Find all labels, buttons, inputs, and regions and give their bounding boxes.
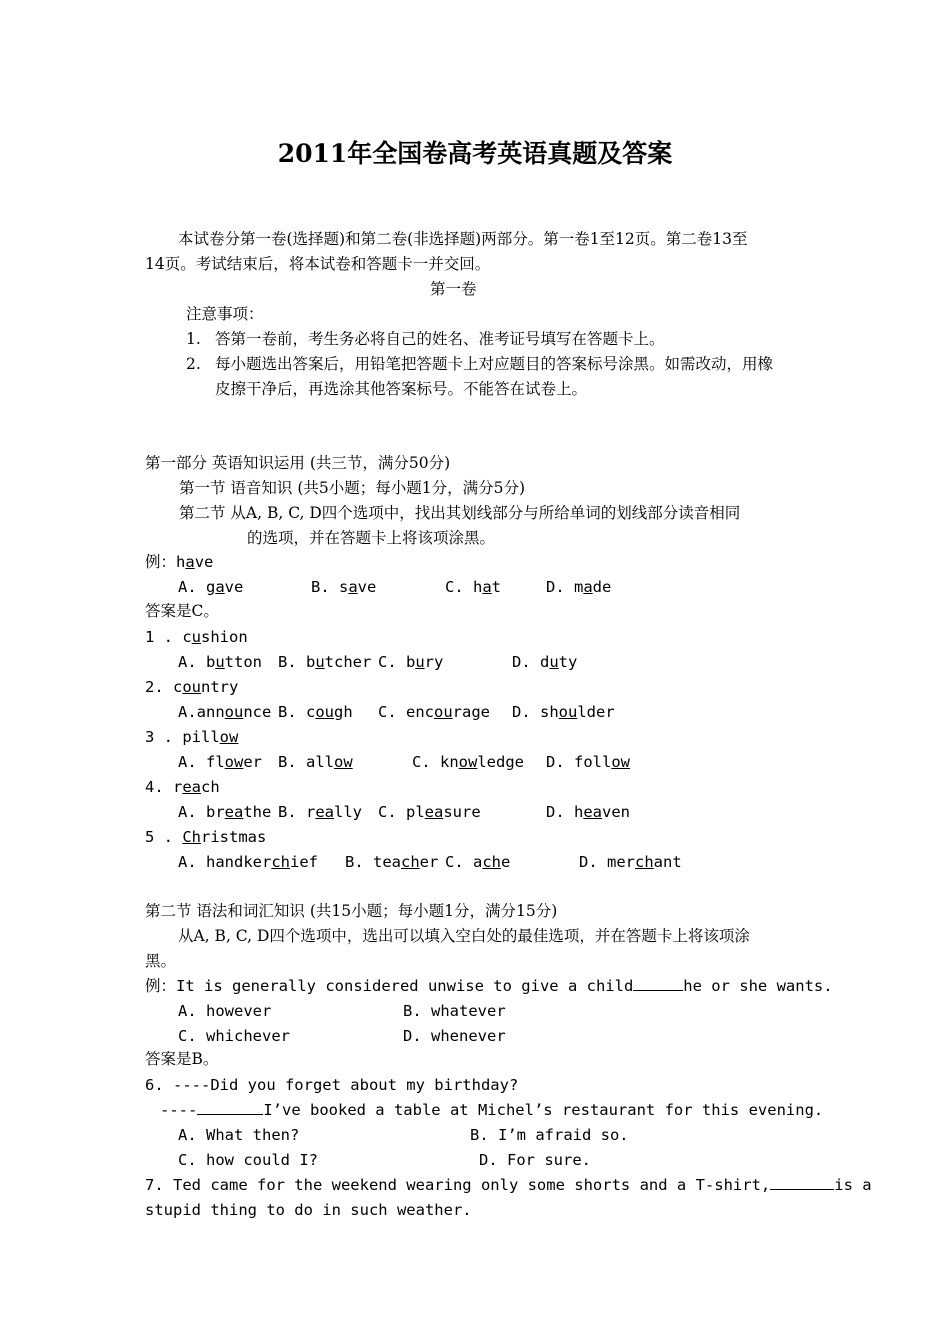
question-5	[145, 827, 266, 847]
option-text: D. sh	[512, 703, 559, 721]
word-part: ve	[194, 553, 214, 571]
underlined-part: ow	[219, 728, 239, 746]
option-text: C. enc	[378, 703, 434, 721]
option-text: t	[491, 578, 502, 596]
option-row	[178, 802, 271, 822]
option-row	[512, 702, 615, 722]
notice-heading: 注意事项：	[186, 305, 264, 323]
underlined-part: a	[482, 578, 492, 596]
word-part: pill	[182, 728, 220, 746]
option-text: B. s	[311, 578, 349, 596]
option-text: C. b	[378, 653, 416, 671]
option-text: C. h	[445, 578, 483, 596]
underlined-part: ow	[334, 753, 353, 771]
notice-2-text-a: 每小题选出答案后，用铅笔把答题卡上对应题目的答案标号涂黑。如需改动，用橡	[215, 355, 774, 373]
option-text: A.ann	[178, 703, 225, 721]
option-text: B. b	[278, 653, 316, 671]
underlined-part: a	[348, 578, 358, 596]
option-text: rage	[452, 703, 490, 721]
option-text: A. b	[178, 653, 216, 671]
underlined-part: ch	[482, 853, 501, 871]
question-number: 3 .	[145, 728, 183, 746]
underlined-part: ou	[315, 703, 334, 721]
option-row	[178, 577, 243, 597]
option-text: B. whatever	[403, 1002, 506, 1020]
option-row	[378, 652, 443, 672]
option-text: A. br	[178, 803, 225, 821]
underlined-part: ch	[271, 853, 290, 871]
underlined-part: ch	[401, 853, 420, 871]
question-number: 5 .	[145, 828, 183, 846]
notice-2-text-b: 皮擦干净后，再选涂其他答案标号。不能答在试卷上。	[215, 380, 588, 398]
option-text: er	[243, 753, 263, 771]
underlined-part: u	[215, 653, 225, 671]
underlined-part: ch	[635, 853, 654, 871]
option-text: e	[501, 853, 511, 871]
option-text: ry	[424, 653, 444, 671]
option-row	[546, 802, 630, 822]
option-text: ant	[653, 853, 682, 871]
option-text: tton	[224, 653, 262, 671]
option-text: gh	[334, 703, 353, 721]
option-text: C. kn	[412, 753, 459, 771]
section2-instruction-b: 的选项，并在答题卡上将该项涂黑。	[247, 529, 496, 547]
option-row	[512, 652, 577, 672]
option-text: ve	[224, 578, 244, 596]
underlined-part: ea	[583, 803, 602, 821]
underlined-part: ea	[315, 803, 334, 821]
word-part: r	[173, 778, 183, 796]
option-text: ty	[558, 653, 578, 671]
option-row	[278, 752, 353, 772]
option-row	[378, 702, 490, 722]
option-text: D. d	[512, 653, 550, 671]
option-text: D. mer	[579, 853, 635, 871]
page-title: 2011年全国卷高考英语真题及答案	[277, 139, 673, 168]
example-answer: 答案是C。	[145, 602, 219, 620]
option-text: A. g	[178, 578, 216, 596]
question-number: 1 .	[145, 628, 183, 646]
option-text: nce	[243, 703, 272, 721]
question-4	[145, 777, 220, 797]
section2-instruction-a: 第二节 从A, B, C, D四个选项中，找出其划线部分与所给单词的划线部分读音相同	[179, 504, 741, 522]
option-row	[178, 702, 271, 722]
option-row	[278, 702, 353, 722]
option-text: B. tea	[345, 853, 401, 871]
underlined-part: a	[215, 578, 225, 596]
option-text: ven	[602, 803, 630, 821]
example-text: he or she wants.	[683, 977, 833, 995]
option-row	[445, 577, 501, 597]
volume-one-heading: 第一卷	[430, 280, 477, 298]
grammar-example	[145, 976, 833, 996]
notice-1-text: 答第一卷前，考生务必将自己的姓名、准考证号填写在答题卡上。	[215, 330, 665, 348]
option-text: C. how could I?	[178, 1151, 318, 1169]
question-7-line-2: stupid thing to do in such weather.	[145, 1201, 472, 1219]
option-text: A. fl	[178, 753, 225, 771]
word-part: ristmas	[201, 828, 267, 846]
option-text: lly	[334, 803, 362, 821]
option-text: A. however	[178, 1002, 272, 1020]
word-part: h	[176, 553, 186, 571]
section1-heading: 第一节 语音知识 (共5小题；每小题1分，满分5分)	[179, 479, 526, 497]
option-text: B. r	[278, 803, 316, 821]
option-row	[378, 802, 481, 822]
option-row	[311, 577, 376, 597]
intro-line-2: 14页。考试结束后，将本试卷和答题卡一并交回。	[145, 255, 491, 273]
option-text: A. handker	[178, 853, 272, 871]
option-text: D. whenever	[403, 1027, 506, 1045]
word-part: ntry	[201, 678, 239, 696]
grammar-example-answer: 答案是B。	[145, 1050, 219, 1068]
option-text: C. whichever	[178, 1027, 290, 1045]
option-row	[178, 752, 262, 772]
underlined-part: ea	[424, 803, 444, 821]
underlined-part: u	[315, 653, 325, 671]
option-text: tcher	[324, 653, 372, 671]
option-text: D. foll	[546, 753, 612, 771]
dash-text: ----	[160, 1101, 198, 1119]
option-text: D. m	[546, 578, 584, 596]
option-text: C. pl	[378, 803, 425, 821]
option-row	[278, 652, 371, 672]
option-text: the	[243, 803, 272, 821]
option-text: D. h	[546, 803, 584, 821]
question-1	[145, 627, 248, 647]
question-3	[145, 727, 238, 747]
question-number: 4.	[145, 778, 173, 796]
option-text: ief	[290, 853, 318, 871]
option-text: B. c	[278, 703, 316, 721]
word-part: c	[173, 678, 183, 696]
underlined-part: Ch	[182, 828, 201, 846]
option-row	[579, 852, 682, 872]
option-row	[178, 652, 262, 672]
option-text: lder	[577, 703, 615, 721]
question-6-line-1: 6. ----Did you forget about my birthday?	[145, 1076, 519, 1094]
option-row	[178, 852, 318, 872]
option-row	[412, 752, 524, 772]
underlined-part: ow	[224, 753, 244, 771]
option-text: ledge	[477, 753, 525, 771]
option-text: er	[419, 853, 439, 871]
section2-grammar-heading: 第二节 语法和词汇知识 (共15小题；每小题1分，满分15分)	[145, 902, 558, 920]
underlined-part: u	[191, 628, 202, 646]
option-row	[345, 852, 438, 872]
question-number: 2.	[145, 678, 173, 696]
option-text: B. all	[278, 753, 334, 771]
option-text: ve	[357, 578, 377, 596]
option-text: A. What then?	[178, 1126, 300, 1144]
phonetic-example	[145, 552, 213, 572]
underlined-part: ow	[458, 753, 478, 771]
grammar-instruction-b: 黑。	[145, 952, 177, 970]
intro-line-1: 本试卷分第一卷(选择题)和第二卷(非选择题)两部分。第一卷1至12页。第二卷13至	[178, 230, 748, 248]
underlined-part: ou	[558, 703, 578, 721]
option-text: de	[592, 578, 612, 596]
option-row	[546, 752, 630, 772]
example-label: 例：	[145, 977, 177, 995]
answer-blank	[633, 976, 683, 991]
question-7-line-1	[145, 1175, 872, 1195]
example-text: It is generally considered unwise to give a child	[176, 977, 634, 995]
option-text: sure	[443, 803, 481, 821]
option-text: D. For sure.	[479, 1151, 591, 1169]
question-6-line-2	[160, 1100, 823, 1120]
underlined-part: ou	[182, 678, 202, 696]
option-row	[445, 852, 510, 872]
part1-heading: 第一部分 英语知识运用 (共三节，满分50分)	[145, 454, 451, 472]
underlined-part: ou	[434, 703, 453, 721]
question-text: 7. Ted came for the weekend wearing only some shorts and a T-shirt,	[145, 1176, 771, 1194]
question-2	[145, 677, 238, 697]
answer-blank	[197, 1100, 263, 1115]
question-text: I’ve booked a table at Michel’s restaurant for this evening.	[263, 1101, 824, 1119]
underlined-part: u	[415, 653, 425, 671]
underlined-part: u	[549, 653, 559, 671]
word-part: ch	[201, 778, 220, 796]
underlined-part: ow	[611, 753, 630, 771]
underlined-part: ea	[224, 803, 244, 821]
option-row	[546, 577, 611, 597]
word-part: shion	[201, 628, 248, 646]
example-label: 例：	[145, 553, 177, 571]
question-text: is a	[834, 1176, 872, 1194]
notice-1-number: 1.	[186, 330, 201, 348]
option-row	[278, 802, 362, 822]
underlined-part: a	[185, 553, 195, 571]
answer-blank	[770, 1175, 834, 1190]
grammar-instruction-a: 从A, B, C, D四个选项中，选出可以填入空白处的最佳选项，并在答题卡上将该项涂	[178, 927, 750, 945]
option-text: C. a	[445, 853, 483, 871]
underlined-part: ea	[182, 778, 202, 796]
option-text: B. I’m afraid so.	[470, 1126, 629, 1144]
notice-2-number: 2.	[186, 355, 201, 373]
word-part: c	[182, 628, 192, 646]
underlined-part: ou	[224, 703, 244, 721]
underlined-part: a	[583, 578, 593, 596]
